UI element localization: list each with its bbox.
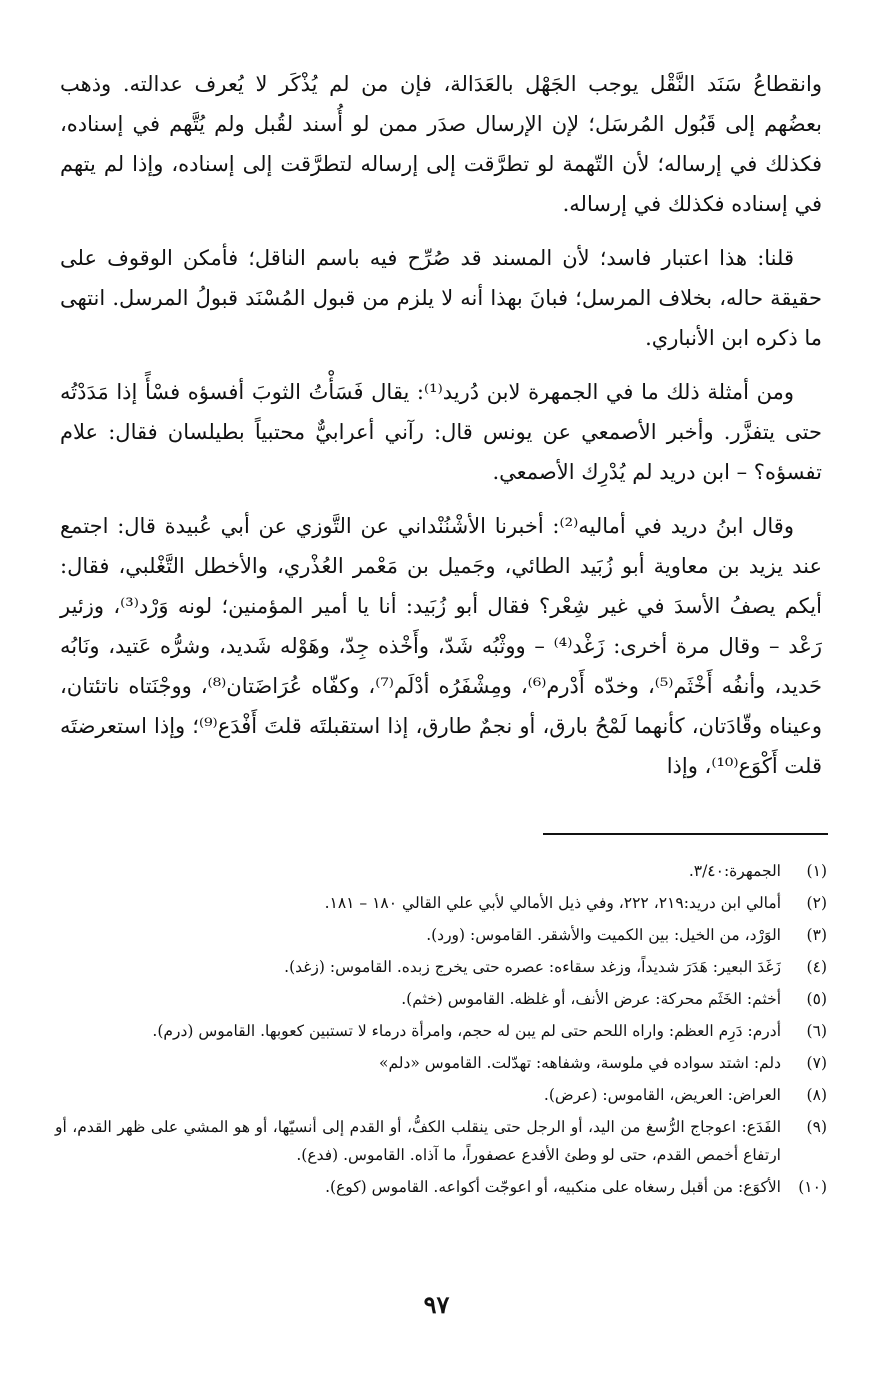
footnote-number: (١) (806, 862, 827, 880)
footnote-text: الأكوَع: من أقبل رسغاه على منكبيه، أو اعوجّت أكواعه. القاموس (كوع). (325, 1178, 781, 1196)
footnote-number: (٩) (806, 1118, 827, 1136)
footnote-9 (55, 1113, 827, 1169)
footnote-text: دلم: اشتد سواده في ملوسة، وشفاهه: تهدّلت. القاموس «دلم» (378, 1054, 781, 1072)
footnote-8 (55, 1081, 827, 1109)
footnote-text: أمالي ابن دريد:٢١٩، ٢٢٢، وفي ذيل الأمالي لأبي علي القالي ١٨٠ – ١٨١. (324, 894, 781, 912)
footnote-number: (١٠) (798, 1178, 827, 1196)
footnote-3 (55, 921, 827, 949)
footnote-5 (55, 985, 827, 1013)
footnote-4 (55, 953, 827, 981)
footnote-2 (55, 889, 827, 917)
main-text (60, 64, 822, 800)
footnote-number: (٦) (806, 1022, 827, 1040)
footnote-number: (٧) (806, 1054, 827, 1072)
paragraph-3: ومن أمثلة ذلك ما في الجمهرة لابن دُريد⁽¹⁾: يقال فَسَأْتُ الثوبَ أفسؤه فسْأً إذا مَدَدْتُه حتى يتفزَّر. وأخبر الأصمعي عن يونس قال: رآني أعرابيٌّ محتبياً بطيلسان فقال: علام تفسؤه؟ – ابن دريد لم يُدْرِك الأصمعي. (60, 380, 822, 484)
footnote-text: الوَرْد، من الخيل: بين الكميت والأشقر. القاموس: (ورد). (426, 926, 781, 944)
paragraph-4: وقال ابنُ دريد في أماليه⁽²⁾: أخبرنا الأشْنُنْداني عن التَّوزي عن أبي عُبيدة قال: اجتمع عند يزيد بن معاوية أبو زُبَيد الطائي، وجَميل بن مَعْمر العُذْري، والأخطل التَّغْلبي، فقال: أيكم يصفُ الأسدَ في غير شِعْر؟ فقال أبو زُبَيد: أنا يا أمير المؤمنين؛ لونه وَرْد⁽³⁾، وزئير رَعْد – وقال مرة أخرى: زَغْد⁽⁴⁾ – ووثْبُه شَدّ، وأَخْذه جِدّ، وهَوْله شَديد، وشرُّه عَتيد، ونَابُه حَديد، وأنفُه أَخْثَم⁽⁵⁾، وخدّه أَدْرم⁽⁶⁾، ومِشْفَرُه أدْلَم⁽⁷⁾، وكفّاه عُرَاضَتان⁽⁸⁾، ووجْنَتاه ناتئتان، وعيناه وقّادَتان، كأنهما لَمْحُ بارق، أو نجمٌ طارق، إذا استقبلتَه قلتَ أَفْدَع⁽⁹⁾؛ وإذا استعرضتَه قلت أَكْوَع⁽¹⁰⁾، وإذا (60, 514, 822, 778)
paragraph-2: قلنا: هذا اعتبار فاسد؛ لأن المسند قد صُرِّح فيه باسم الناقل؛ فأمكن الوقوف على حقيقة حاله، بخلاف المرسل؛ فبانَ بهذا أنه لا يلزم من قبول المُسْنَد قبولُ المرسل. انتهى ما ذكره ابن الأنباري. (60, 246, 822, 350)
footnote-number: (٥) (806, 990, 827, 1008)
footnote-text: زَغَدَ البعير: هَدَرَ شديداً، وزغد سقاءه: عصره حتى يخرج زبده. القاموس: (زغد). (284, 958, 781, 976)
footnote-number: (٣) (806, 926, 827, 944)
footnote-number: (٢) (806, 894, 827, 912)
footnote-10 (55, 1173, 827, 1201)
footnote-number: (٨) (806, 1086, 827, 1104)
footnote-7 (55, 1049, 827, 1077)
paragraph-1: وانقطاعُ سَنَد النَّقْل يوجب الجَهْل بالعَدَالة، فإن من لم يُذْكَر لا يُعرف عدالته. وذهب بعضُهم إلى قَبُول المُرسَل؛ لإن الإرسال صدَر ممن لو أُسند لقُبل ولم يُتَّهم في إسناده، فكذلك في إرساله؛ لأن التّهمة لو تطرَّقت إلى إرساله لتطرَّقت إلى إسناده، وإذا لم يتهم في إسناده فكذلك في إرساله. (60, 72, 822, 216)
footnote-separator (543, 833, 828, 835)
footnote-6 (55, 1017, 827, 1045)
footnote-text: أدرم: دَرِم العظم: واراه اللحم حتى لم يبن له حجم، وامرأة درماء لا تستبين كعوبها. القاموس (درم). (152, 1022, 781, 1040)
footnote-number: (٤) (806, 958, 827, 976)
footnote-text: الفَدَع: اعوجاج الرُّسغ من اليد، أو الرجل حتى ينقلب الكفُّ، أو القدم إلى أنسيّها، أو هو المشي على ظهر القدم، أو ارتفاع أخمص القدم، حتى لو وطئ الأفدع عصفوراً، ما آذاه. القاموس. (فدع). (55, 1118, 781, 1164)
footnote-text: الجمهرة:٣/٤٠. (688, 862, 781, 880)
footnotes (55, 857, 827, 1205)
page-number: ٩٧ (423, 1290, 450, 1319)
footnote-1 (55, 857, 827, 885)
footnote-text: أخثم: الخَثَم محركة: عرض الأنف، أو غلظه. القاموس (خثم). (401, 990, 781, 1008)
footnote-text: العراض: العريض، القاموس: (عرض). (543, 1086, 781, 1104)
